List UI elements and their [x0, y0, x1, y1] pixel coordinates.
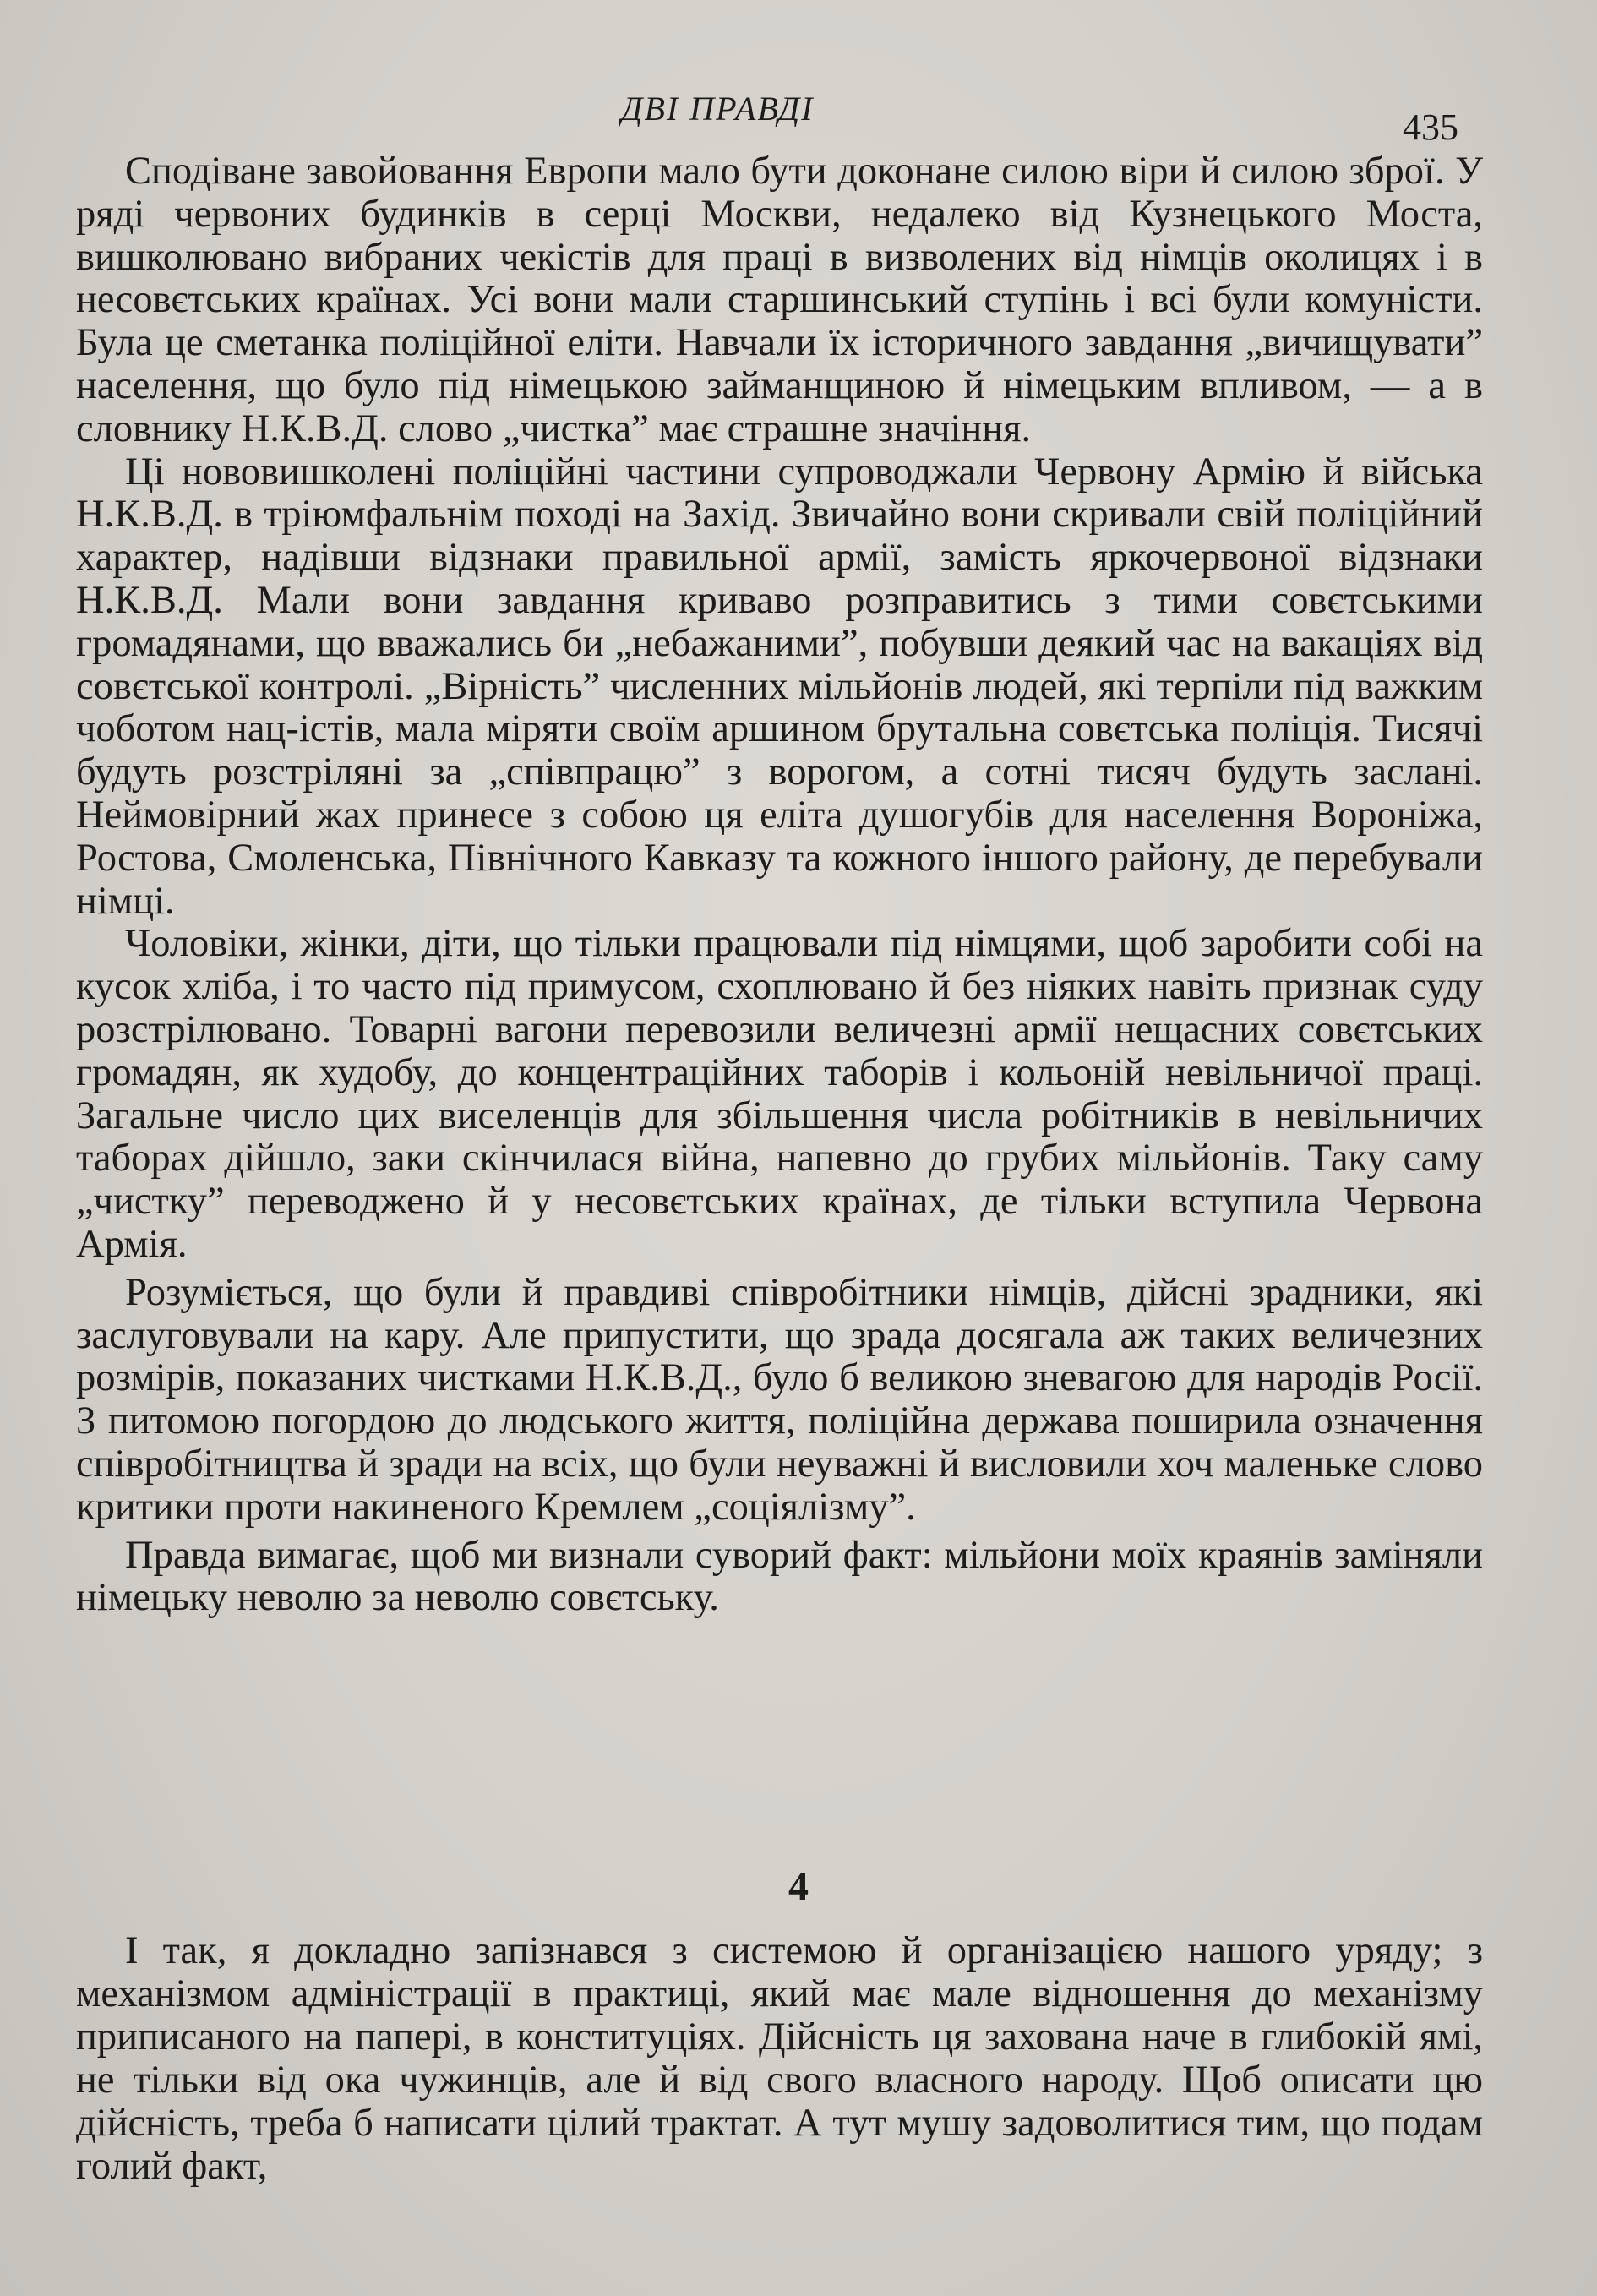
section-number: 4: [788, 1864, 809, 1909]
paragraph: І так, я докладно запізнався з системою й організацією нашого уряду; з механізмом адміністрації в практиці, який має мале відношення до механізму приписаного на папері, в конституціях. Дійсність ця захована наче в глибокій ямі, не тільки від ока чужинців, але й від свого власного народу. Щоб описати цю дійсність, треба б написати цілий трактат. А тут мушу задоволитися тим, що подам голий факт,: [76, 1929, 1483, 2188]
section-text: [76, 1929, 1483, 2188]
paragraph: Чоловіки, жінки, діти, що тільки працювали під німцями, щоб заробити собі на кусок хліба, і то часто під примусом, схоплювано й без ніяких навіть признак суду розстрілювано. Товарні вагони перевозили величезні армії нещасних совєтських громадян, як худобу, до концентраційних таборів і кольоній невільничої праці. Загальне число цих виселенців для збільшення числа робітників в невільничих таборах дійшло, заки скінчилася війна, напевно до грубих мільйонів. Таку саму „чистку” переводжено й у несовєтських краïнах, де тільки вступила Червона Армія.: [76, 922, 1483, 1266]
page-header: [0, 89, 1597, 148]
main-text: [76, 150, 1483, 1620]
paragraph: Сподіване завойовання Европи мало бути доконане силою віри й силою зброї. У ряді червоних будинків в серці Москви, недалеко від Кузнецького Моста, вишколювано вибраних чекістів для праці в визволених від німців околицях і в несовєтських краïнах. Усі вони мали старшинський ступінь і всі були комуністи. Була це сметанка поліційної еліти. Навчали їх історичного завдання „вичищувати” населення, що було під німецькою займанщиною й німецьким впливом, — а в словнику Н.К.В.Д. слово „чистка” має страшне значіння.: [76, 150, 1483, 450]
paragraph: Розуміється, що були й правдиві співробітники німців, дійсні зрадники, які заслуговували на кару. Але припустити, що зрада досягала аж таких величезних розмірів, показаних чистками Н.К.В.Д., було б великою зневагою для народів Росії. З питомою погордою до людського життя, поліційна держава поширила означення співробітництва й зради на всіх, що були неуважні й висловили хоч маленьке слово критики проти накиненого Кремлем „соціялізму”.: [76, 1270, 1483, 1529]
running-title: ДВІ ПРАВДІ: [621, 90, 815, 128]
paragraph: Правда вимагає, щоб ми визнали суворий факт: мільйони моїх краянів заміняли німецьку неволю за неволю совєтську.: [76, 1533, 1483, 1620]
page-number: 435: [1403, 106, 1458, 148]
paragraph: Ці нововишколені поліційні частини супроводжали Червону Армію й війська Н.К.В.Д. в тріюмфальнім поході на Захід. Звичайно вони скривали свій поліційний характер, надівши відзнаки правильної армії, замість яркочервоної відзнаки Н.К.В.Д. Мали вони завдання криваво розправитись з тими совєтськими громадянами, що вважались би „небажаними”, побувши деякий час на вакаціях від совєтської контролі. „Вірність” численних мільйонів людей, які терпіли під важким чоботом нац-істів, мала міряти своїм аршином брутальна совєтська поліція. Тисячі будуть розстріляні за „співпрацю” з ворогом, а сотні тисяч будуть заслані. Неймовірний жах принесе з собою ця еліта душогубів для населення Вороніжа, Ростова, Смоленська, Північного Кавказу та кожного іншого району, де перебували німці.: [76, 450, 1483, 923]
